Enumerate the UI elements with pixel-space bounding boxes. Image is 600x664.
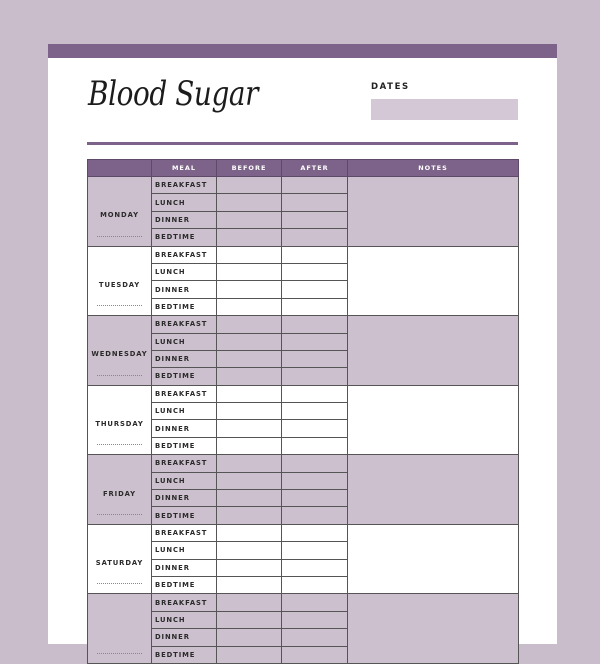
meal-label: DINNER (152, 420, 217, 437)
meal-label: BEDTIME (152, 229, 217, 246)
day-label: SATURDAY (95, 559, 144, 568)
before-reading-cell[interactable] (217, 333, 282, 350)
notes-cell[interactable] (348, 177, 519, 247)
column-header-meal: MEAL (152, 160, 217, 177)
date-write-line[interactable] (97, 375, 142, 376)
blood-sugar-log-table (87, 159, 519, 664)
day-cell (88, 455, 152, 525)
after-reading-cell[interactable] (282, 385, 348, 402)
before-reading-cell[interactable] (217, 420, 282, 437)
after-reading-cell[interactable] (282, 298, 348, 315)
meal-label: BREAKFAST (152, 316, 217, 333)
day-label: FRIDAY (103, 489, 136, 498)
page-title: Blood Sugar (88, 74, 259, 114)
after-reading-cell[interactable] (282, 177, 348, 194)
before-reading-cell[interactable] (217, 507, 282, 524)
dates-label: DATES (371, 82, 410, 92)
meal-label: BREAKFAST (152, 246, 217, 263)
top-accent-bar (48, 44, 557, 58)
meal-label: LUNCH (152, 472, 217, 489)
before-reading-cell[interactable] (217, 611, 282, 628)
meal-label: LUNCH (152, 542, 217, 559)
meal-label: DINNER (152, 350, 217, 367)
after-reading-cell[interactable] (282, 437, 348, 454)
after-reading-cell[interactable] (282, 559, 348, 576)
meal-label: LUNCH (152, 194, 217, 211)
meal-label: DINNER (152, 490, 217, 507)
after-reading-cell[interactable] (282, 594, 348, 611)
meal-label: LUNCH (152, 403, 217, 420)
column-header-notes: NOTES (348, 160, 519, 177)
date-write-line[interactable] (97, 444, 142, 445)
before-reading-cell[interactable] (217, 281, 282, 298)
before-reading-cell[interactable] (217, 403, 282, 420)
table-row (88, 594, 519, 611)
meal-label: LUNCH (152, 263, 217, 280)
day-label: TUESDAY (98, 280, 141, 289)
meal-label: DINNER (152, 629, 217, 646)
meal-label: BREAKFAST (152, 177, 217, 194)
after-reading-cell[interactable] (282, 281, 348, 298)
before-reading-cell[interactable] (217, 646, 282, 663)
table-row (88, 177, 519, 194)
after-reading-cell[interactable] (282, 576, 348, 593)
after-reading-cell[interactable] (282, 350, 348, 367)
before-reading-cell[interactable] (217, 524, 282, 541)
before-reading-cell[interactable] (217, 246, 282, 263)
before-reading-cell[interactable] (217, 211, 282, 228)
notes-cell[interactable] (348, 594, 519, 664)
meal-label: BEDTIME (152, 298, 217, 315)
meal-label: LUNCH (152, 611, 217, 628)
column-header-day (88, 160, 152, 177)
meal-label: BREAKFAST (152, 594, 217, 611)
before-reading-cell[interactable] (217, 385, 282, 402)
table-row (88, 385, 519, 402)
date-write-line[interactable] (97, 514, 142, 515)
before-reading-cell[interactable] (217, 559, 282, 576)
before-reading-cell[interactable] (217, 490, 282, 507)
day-label: MONDAY (100, 211, 139, 220)
day-cell (88, 177, 152, 247)
before-reading-cell[interactable] (217, 576, 282, 593)
date-write-line[interactable] (97, 305, 142, 306)
dates-field[interactable] (371, 99, 518, 120)
before-reading-cell[interactable] (217, 263, 282, 280)
planner-page (48, 44, 557, 659)
after-reading-cell[interactable] (282, 246, 348, 263)
before-reading-cell[interactable] (217, 194, 282, 211)
meal-label: BEDTIME (152, 368, 217, 385)
table-row (88, 246, 519, 263)
after-reading-cell[interactable] (282, 524, 348, 541)
day-cell (88, 524, 152, 594)
day-label: WEDNESDAY (91, 350, 148, 359)
after-reading-cell[interactable] (282, 646, 348, 663)
date-write-line[interactable] (97, 653, 142, 654)
meal-label: LUNCH (152, 333, 217, 350)
title-divider (87, 142, 518, 145)
day-label: THURSDAY (95, 419, 144, 428)
before-reading-cell[interactable] (217, 229, 282, 246)
meal-label: BEDTIME (152, 646, 217, 663)
meal-label: BREAKFAST (152, 385, 217, 402)
table-row (88, 316, 519, 333)
notes-cell[interactable] (348, 316, 519, 386)
day-cell (88, 385, 152, 455)
after-reading-cell[interactable] (282, 472, 348, 489)
after-reading-cell[interactable] (282, 263, 348, 280)
before-reading-cell[interactable] (217, 629, 282, 646)
notes-cell[interactable] (348, 246, 519, 316)
table-row (88, 524, 519, 541)
meal-label: BREAKFAST (152, 455, 217, 472)
table-header-row (88, 160, 519, 177)
meal-label: BEDTIME (152, 437, 217, 454)
before-reading-cell[interactable] (217, 455, 282, 472)
after-reading-cell[interactable] (282, 507, 348, 524)
after-reading-cell[interactable] (282, 490, 348, 507)
date-write-line[interactable] (97, 583, 142, 584)
after-reading-cell[interactable] (282, 455, 348, 472)
meal-label: DINNER (152, 281, 217, 298)
meal-label: DINNER (152, 559, 217, 576)
before-reading-cell[interactable] (217, 542, 282, 559)
after-reading-cell[interactable] (282, 211, 348, 228)
day-cell (88, 316, 152, 386)
after-reading-cell[interactable] (282, 194, 348, 211)
after-reading-cell[interactable] (282, 629, 348, 646)
column-header-after: AFTER (282, 160, 348, 177)
after-reading-cell[interactable] (282, 229, 348, 246)
meal-label: BREAKFAST (152, 524, 217, 541)
before-reading-cell[interactable] (217, 368, 282, 385)
meal-label: DINNER (152, 211, 217, 228)
before-reading-cell[interactable] (217, 177, 282, 194)
day-cell (88, 246, 152, 316)
column-header-before: BEFORE (217, 160, 282, 177)
after-reading-cell[interactable] (282, 333, 348, 350)
notes-cell[interactable] (348, 524, 519, 594)
table-row (88, 455, 519, 472)
after-reading-cell[interactable] (282, 542, 348, 559)
after-reading-cell[interactable] (282, 403, 348, 420)
after-reading-cell[interactable] (282, 316, 348, 333)
before-reading-cell[interactable] (217, 437, 282, 454)
before-reading-cell[interactable] (217, 594, 282, 611)
day-cell (88, 594, 152, 664)
before-reading-cell[interactable] (217, 298, 282, 315)
notes-cell[interactable] (348, 455, 519, 525)
meal-label: BEDTIME (152, 576, 217, 593)
notes-cell[interactable] (348, 385, 519, 455)
meal-label: BEDTIME (152, 507, 217, 524)
before-reading-cell[interactable] (217, 316, 282, 333)
after-reading-cell[interactable] (282, 368, 348, 385)
after-reading-cell[interactable] (282, 420, 348, 437)
after-reading-cell[interactable] (282, 611, 348, 628)
before-reading-cell[interactable] (217, 350, 282, 367)
before-reading-cell[interactable] (217, 472, 282, 489)
date-write-line[interactable] (97, 236, 142, 237)
